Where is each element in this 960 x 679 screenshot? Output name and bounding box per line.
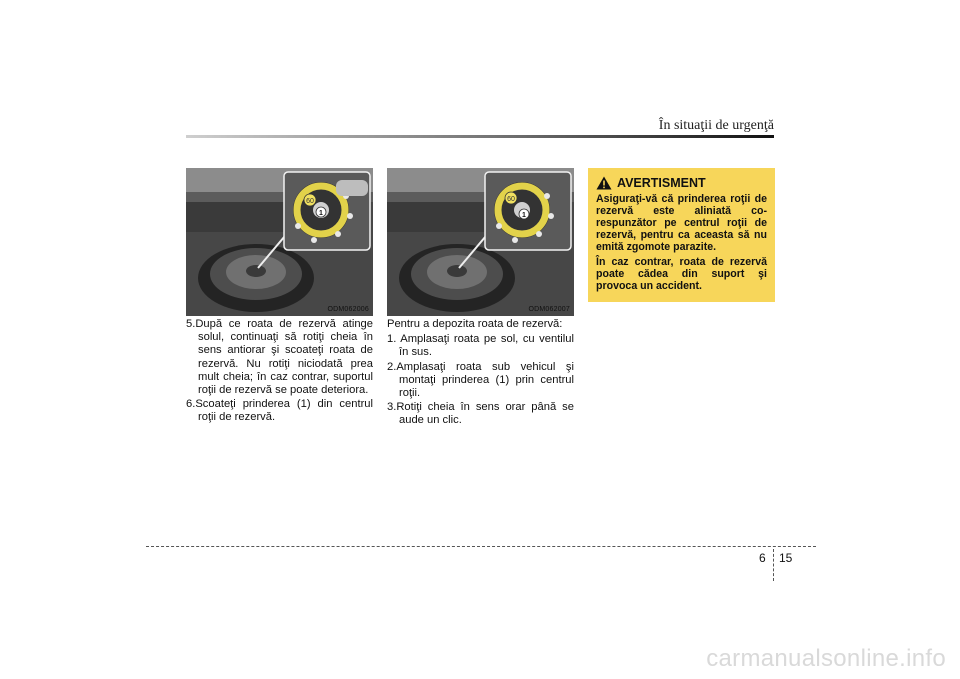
storage-intro: Pentru a depozita roata de rezervă: [387, 318, 563, 330]
step-2: 2.Amplasaţi roata sub vehicul şi montaţi prinderea (1) prin centrul roţii. [387, 360, 574, 400]
warning-paragraph-1: Asiguraţi-vă că prinderea roţii de rezervă este aliniată co-respunzător pe centrul roţii de rezervă, pentru ca aceasta să nu emită zgomote parazite. [596, 193, 767, 253]
callout-1-label: 1 [522, 212, 526, 219]
header-rule [186, 135, 774, 138]
page-header-title: În situaţii de urgenţă [658, 118, 774, 133]
step-5: 5.După ce roata de rezervă atinge solul, continuaţi să rotiţi cheia în sens antiorar şi scoateţi roata de rezervă. Nu rotiţi niciodată prea mult cheia; în caz contrar, suportul roţii de rezervă se poate deteriora. [186, 318, 373, 397]
spare-wheel-illustration [186, 168, 373, 316]
column-removal-steps [186, 318, 373, 426]
figure-spare-wheel-removal [186, 168, 373, 316]
warning-triangle-icon [596, 176, 612, 190]
warning-box [588, 168, 775, 302]
footer-rule [146, 546, 816, 547]
badge-60-label: 60 [306, 198, 314, 205]
spare-wheel-illustration [387, 168, 574, 316]
figure-spare-wheel-storage [387, 168, 574, 316]
badge-60-label: 60 [507, 196, 515, 203]
warning-paragraph-2: În caz contrar, roata de rezervă poate cădea din suport şi provoca un accident. [596, 256, 767, 292]
page-number-divider [773, 549, 774, 581]
callout-1-label: 1 [319, 210, 323, 217]
step-1: 1. Amplasaţi roata pe sol, cu ventilul în sus. [387, 333, 574, 359]
column-storage-steps [387, 318, 574, 429]
step-6: 6.Scoateţi prinderea (1) din centrul roţii de rezervă. [186, 398, 373, 424]
chapter-number: 6 [759, 551, 766, 565]
figure-code: ODM062007 [528, 306, 570, 313]
warning-title: AVERTISMENT [617, 176, 706, 190]
page-number: 15 [779, 551, 793, 565]
watermark: carmanualsonline.info [706, 645, 946, 672]
step-3: 3.Rotiţi cheia în sens orar până se aude un clic. [387, 401, 574, 427]
figure-code: ODM062006 [327, 306, 369, 313]
